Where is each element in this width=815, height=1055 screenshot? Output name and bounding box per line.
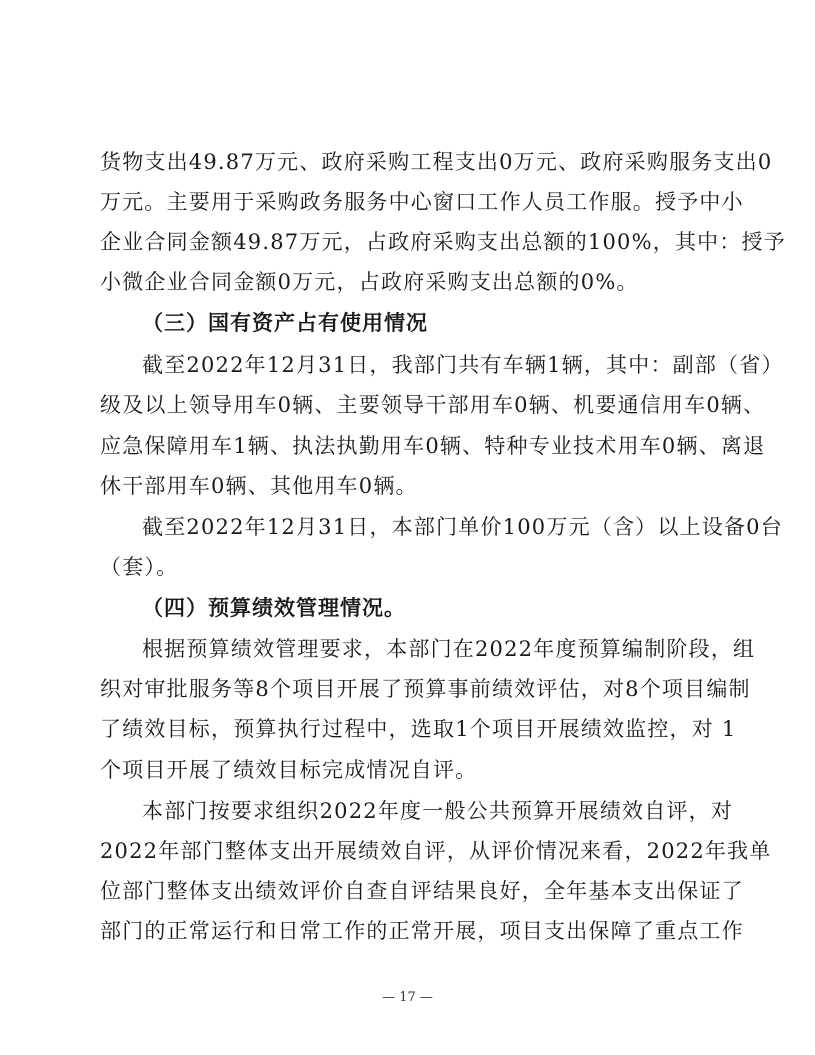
body-text-line: 休干部用车0辆、其他用车0辆。 <box>100 474 418 498</box>
body-text-line: 万元。主要用于采购政务服务中心窗口工作人员工作服。授予中小 <box>100 190 744 214</box>
body-text-line: 截至2022年12月31日，我部门共有车辆1辆，其中：副部（省） <box>142 353 784 377</box>
body-text-line: 小微企业合同金额0万元，占政府采购支出总额的0%。 <box>100 270 639 294</box>
body-text-line: 截至2022年12月31日，本部门单价100万元（含）以上设备0台 <box>142 515 783 539</box>
body-text-line: （套）。 <box>100 555 179 579</box>
body-text-line: 2022年部门整体支出开展绩效自评，从评价情况来看，2022年我单 <box>100 839 772 863</box>
body-text-line: 根据预算绩效管理要求，本部门在2022年度预算编制阶段，组 <box>142 637 756 661</box>
body-text-line: 织对审批服务等8个项目开展了预算事前绩效评估，对8个项目编制 <box>100 677 751 701</box>
body-text-line: 部门的正常运行和日常工作的正常开展，项目支出保障了重点工作 <box>100 919 744 943</box>
body-text-line: 个项目开展了绩效目标完成情况自评。 <box>100 758 478 782</box>
section-heading: （三）国有资产占有使用情况 <box>142 311 428 335</box>
body-text-line: 货物支出49.87万元、政府采购工程支出0万元、政府采购服务支出0 <box>100 150 773 174</box>
body-text-line: 企业合同金额49.87万元，占政府采购支出总额的100%，其中：授予 <box>100 230 786 254</box>
page-number: — 17 — <box>382 990 433 1005</box>
body-text-line: 位部门整体支出绩效评价自查自评结果良好，全年基本支出保证了 <box>100 879 744 903</box>
body-text-line: 级及以上领导用车0辆、主要领导干部用车0辆、机要通信用车0辆、 <box>100 393 766 417</box>
section-heading: （四）预算绩效管理情况。 <box>142 596 406 620</box>
body-text-line: 了绩效目标，预算执行过程中，选取1个项目开展绩效监控，对 1 <box>100 717 737 741</box>
body-text-line: 应急保障用车1辆、执法执勤用车0辆、特种专业技术用车0辆、离退 <box>100 434 766 458</box>
body-text-line: 本部门按要求组织2022年度一般公共预算开展绩效自评，对 <box>142 799 734 823</box>
